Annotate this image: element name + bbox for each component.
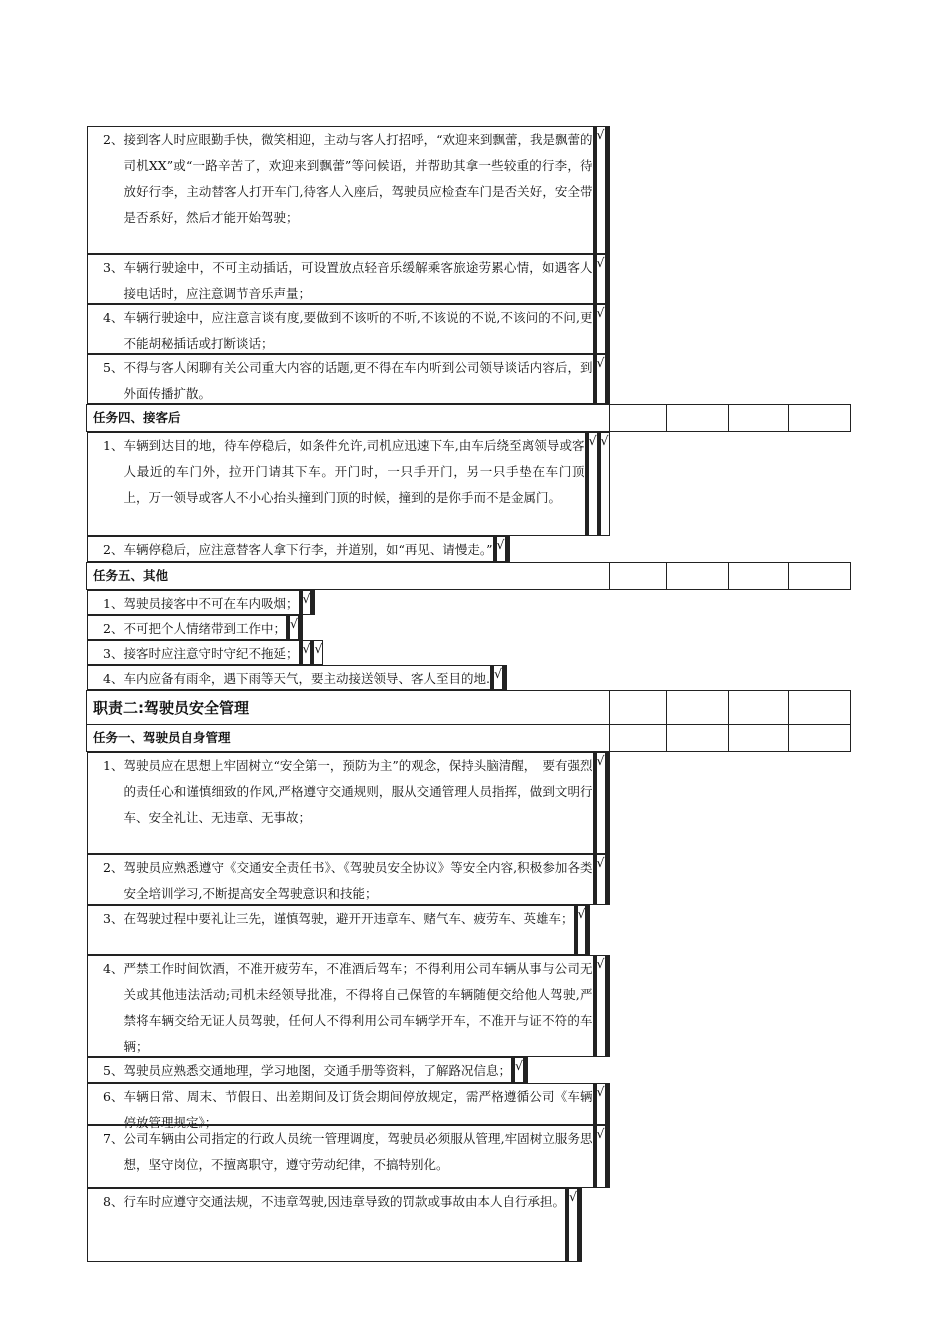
- check-cell: [568, 1188, 578, 1262]
- content-cell: [87, 1083, 594, 1130]
- content-cell: [87, 752, 594, 854]
- check-cell: [610, 725, 667, 752]
- check-cell: [729, 563, 789, 590]
- item-text: 严禁工作时间饮酒，不准开疲劳车，不准酒后驾车；不得利用公司车辆从事与公司无关或其他违法活动;司机未经领导批准，不得将自己保管的车辆随便交给他人驾驶,严禁将车辆交给无证人员驾驶，任何人不得利用公司车辆学开车，不准开与证不符的车辆；: [123, 961, 593, 1054]
- check-cell: [302, 640, 312, 665]
- check-mark-icon: √: [496, 537, 505, 552]
- check-cell: [608, 854, 610, 905]
- list-item: [88, 666, 490, 692]
- list-item: [88, 855, 593, 907]
- check-cell: [667, 563, 729, 590]
- check-cell: [514, 1057, 524, 1083]
- check-cell: [588, 905, 590, 955]
- check-cell: [667, 405, 729, 432]
- check-cell: [608, 254, 610, 304]
- check-cell: [596, 126, 606, 254]
- check-mark-icon: √: [596, 753, 605, 768]
- item-number: 6、: [103, 1089, 124, 1104]
- item-number: 3、: [103, 260, 124, 275]
- table-row: [87, 126, 610, 254]
- list-item: [88, 1189, 565, 1215]
- check-cell: [588, 432, 598, 536]
- content-cell: [87, 955, 594, 1057]
- check-cell: [608, 1125, 610, 1188]
- check-cell: [608, 126, 610, 254]
- check-mark-icon: √: [588, 433, 597, 448]
- item-text: 车辆停稳后，应注意替客人拿下行李，并道别，如“再见、请慢走。”: [123, 542, 493, 557]
- list-item: [88, 127, 593, 231]
- list-item: [88, 591, 299, 617]
- check-cell: [608, 1083, 610, 1125]
- check-cell: [729, 405, 789, 432]
- check-cell: [505, 665, 507, 690]
- table-row: [87, 640, 610, 665]
- item-number: 3、: [103, 646, 124, 661]
- check-cell: [789, 691, 851, 725]
- check-cell: [493, 665, 503, 690]
- check-cell: [789, 725, 851, 752]
- check-mark-icon: √: [515, 1058, 523, 1073]
- item-number: 2、: [103, 132, 124, 147]
- check-cell: [610, 563, 667, 590]
- check-cell: [608, 752, 610, 854]
- item-number: 5、: [103, 1063, 124, 1078]
- task-heading-row: [87, 563, 851, 590]
- check-mark-icon: √: [596, 305, 605, 320]
- content-cell: [87, 405, 610, 432]
- duty-heading: 职责二:驾驶员安全管理: [93, 698, 249, 717]
- check-mark-icon: √: [600, 433, 609, 448]
- task-heading: 任务五、其他: [93, 568, 169, 583]
- check-cell: [596, 1083, 606, 1125]
- item-number: 8、: [103, 1194, 124, 1209]
- item-text: 驾驶员接客中不可在车内吸烟；: [123, 596, 299, 611]
- check-cell: [789, 405, 851, 432]
- check-mark-icon: √: [596, 355, 605, 370]
- item-number: 7、: [103, 1131, 124, 1146]
- item-number: 2、: [103, 621, 124, 636]
- item-number: 2、: [103, 860, 124, 875]
- content-cell: [87, 665, 491, 690]
- item-text: 不可把个人情绪带到工作中；: [123, 621, 287, 636]
- item-text: 车辆行驶途中，应注意言谈有度,要做到不该听的不听,不该说的不说,不该问的不问,更不能胡秘插话或打断谈话；: [123, 310, 593, 351]
- list-item: [88, 906, 574, 932]
- check-cell: [508, 536, 510, 562]
- item-text: 接客时应注意守时守纪不拖延；: [123, 646, 299, 661]
- list-item: [88, 1126, 593, 1178]
- check-cell: [596, 752, 606, 854]
- table-row: [87, 752, 610, 854]
- table-row: [87, 254, 610, 304]
- item-number: 4、: [103, 671, 124, 686]
- content-cell: [87, 563, 610, 590]
- list-item: [88, 433, 585, 511]
- check-cell: [596, 1125, 606, 1188]
- check-cell: [496, 536, 506, 562]
- table-row: [87, 354, 610, 404]
- check-cell: [596, 254, 606, 304]
- table-row: [87, 854, 610, 905]
- table-row: [87, 590, 610, 615]
- check-cell: [608, 354, 610, 404]
- check-cell: [729, 725, 789, 752]
- duty-heading-row: [87, 691, 851, 725]
- check-mark-icon: √: [314, 641, 323, 656]
- table-row: [87, 905, 610, 955]
- check-cell: [596, 854, 606, 905]
- table-row: [87, 536, 610, 562]
- table-row: [87, 615, 610, 640]
- content-cell: [87, 905, 575, 955]
- content-cell: [87, 854, 594, 905]
- table-row: [87, 1125, 610, 1188]
- content-cell: [87, 304, 594, 354]
- item-text: 公司车辆由公司指定的行政人员统一管理调度，驾驶员必须服从管理,牢固树立服务思想，坚守岗位，不擅离职守，遵守劳动纪律，不搞特别化。: [123, 1131, 593, 1172]
- item-number: 1、: [103, 438, 124, 453]
- content-cell: [87, 725, 610, 752]
- check-cell: [610, 405, 667, 432]
- check-cell: [577, 905, 587, 955]
- task-heading-row: [87, 725, 851, 752]
- list-item: [88, 956, 593, 1060]
- table-row: [87, 432, 610, 536]
- check-mark-icon: √: [577, 906, 586, 921]
- item-number: 4、: [103, 310, 124, 325]
- content-cell: [87, 126, 594, 254]
- check-mark-icon: √: [302, 591, 311, 606]
- list-item: [88, 355, 593, 407]
- item-text: 接到客人时应眼勤手快，微笑相迎，主动与客人打招呼，“欢迎来到飘蕾，我是飘蕾的司机XX”或“一路辛苦了，欢迎来到飘蕾”等问候语，并帮助其拿一些较重的行李，待放好行李，主动替客人打开车门,待客人入座后，驾驶员应检查车门是否关好，安全带是否系好，然后才能开始驾驶；: [123, 132, 593, 225]
- item-text: 车辆到达目的地，待车停稳后，如条件允许,司机应迅速下车,由车后绕至离领导或客人最近的车门外，拉开门请其下车。开门时，一只手开门，另一只手垫在车门顶上，万一领导或客人不小心抬头撞到门顶的时候，撞到的是你手而不是金属门。: [123, 438, 585, 505]
- check-cell: [596, 304, 606, 354]
- check-cell: [608, 304, 610, 354]
- content-cell: [87, 691, 610, 725]
- list-item: [88, 753, 593, 831]
- check-cell: [596, 955, 606, 1057]
- content-cell: [87, 1125, 594, 1188]
- check-cell: [596, 354, 606, 404]
- item-number: 3、: [103, 911, 124, 926]
- list-item: [88, 537, 493, 563]
- table-body: [87, 126, 851, 1262]
- check-cell: [667, 691, 729, 725]
- content-cell: [87, 1057, 513, 1083]
- content-cell: [87, 640, 300, 665]
- check-cell: [301, 615, 303, 640]
- content-cell: [87, 590, 300, 615]
- list-item: [88, 305, 593, 357]
- item-text: 驾驶员应在思想上牢固树立“安全第一，预防为主”的观念，保持头脑清醒， 要有强烈的责任心和谨慎细致的作风,严格遵守交通规则，服从交通管理人员指挥，做到文明行车、安全礼让、无违章、无事故；: [123, 758, 593, 825]
- check-cell: [608, 955, 610, 1057]
- content-cell: [87, 432, 586, 536]
- check-cell: [302, 590, 312, 615]
- content-cell: [87, 615, 288, 640]
- check-cell: [789, 563, 851, 590]
- item-number: 1、: [103, 596, 124, 611]
- list-item: [88, 255, 593, 307]
- item-text: 车辆日常、周末、节假日、出差期间及订货会期间停放规定，需严格遵循公司《车辆停放管理规定》；: [123, 1089, 593, 1130]
- list-item: [88, 616, 287, 642]
- check-cell: [289, 615, 299, 640]
- item-number: 2、: [103, 542, 124, 557]
- item-text: 车辆行驶途中，不可主动插话，可设置放点轻音乐缓解乘客旅途劳累心情，如遇客人接电话时，应注意调节音乐声量；: [123, 260, 593, 301]
- check-cell: [526, 1057, 528, 1083]
- check-cell: [313, 640, 323, 665]
- item-text: 车内应备有雨伞，遇下雨等天气，要主动接送领导、客人至目的地.: [123, 671, 490, 686]
- check-mark-icon: √: [596, 956, 605, 971]
- table-row: [87, 1083, 610, 1125]
- task-heading: 任务一、驾驶员自身管理: [93, 730, 231, 745]
- check-cell: [580, 1188, 582, 1262]
- item-number: 4、: [103, 961, 124, 976]
- item-text: 驾驶员应熟悉遵守《交通安全责任书》、《驾驶员安全协议》等安全内容,积极参加各类安全培训学习,不断提高安全驾驶意识和技能；: [123, 860, 593, 901]
- responsibility-table: [86, 126, 851, 1262]
- content-cell: [87, 354, 594, 404]
- check-mark-icon: √: [302, 641, 311, 656]
- content-cell: [87, 1188, 566, 1262]
- table-row: [87, 1057, 610, 1083]
- task-heading: 任务四、接客后: [93, 410, 181, 425]
- check-mark-icon: √: [596, 127, 605, 142]
- item-text: 驾驶员应熟悉交通地理，学习地图，交通手册等资料，了解路况信息；: [123, 1063, 512, 1078]
- table-row: [87, 304, 610, 354]
- content-cell: [87, 254, 594, 304]
- content-cell: [87, 536, 494, 562]
- list-item: [88, 1058, 512, 1084]
- check-cell: [313, 590, 315, 615]
- check-cell: [729, 691, 789, 725]
- item-number: 5、: [103, 360, 124, 375]
- check-mark-icon: √: [568, 1189, 577, 1204]
- check-mark-icon: √: [596, 255, 605, 270]
- table-row: [87, 1188, 610, 1262]
- table-row: [87, 955, 610, 1057]
- check-mark-icon: √: [596, 1084, 605, 1099]
- item-text: 行车时应遵守交通法规，不违章驾驶,因违章导致的罚款或事故由本人自行承担。: [123, 1194, 565, 1209]
- check-mark-icon: √: [596, 855, 605, 870]
- task-heading-row: [87, 405, 851, 432]
- item-text: 在驾驶过程中要礼让三先，谨慎驾驶，避开开违章车、赌气车、疲劳车、英雄车；: [123, 911, 574, 926]
- item-number: 1、: [103, 758, 124, 773]
- check-mark-icon: √: [493, 666, 502, 681]
- table-row: [87, 665, 610, 690]
- check-mark-icon: √: [596, 1126, 605, 1141]
- list-item: [88, 641, 299, 667]
- check-cell: [610, 691, 667, 725]
- check-mark-icon: √: [290, 616, 298, 631]
- check-cell: [600, 432, 610, 536]
- item-text: 不得与客人闲聊有关公司重大内容的话题,更不得在车内听到公司领导谈话内容后，到外面传播扩散。: [123, 360, 593, 401]
- check-cell: [667, 725, 729, 752]
